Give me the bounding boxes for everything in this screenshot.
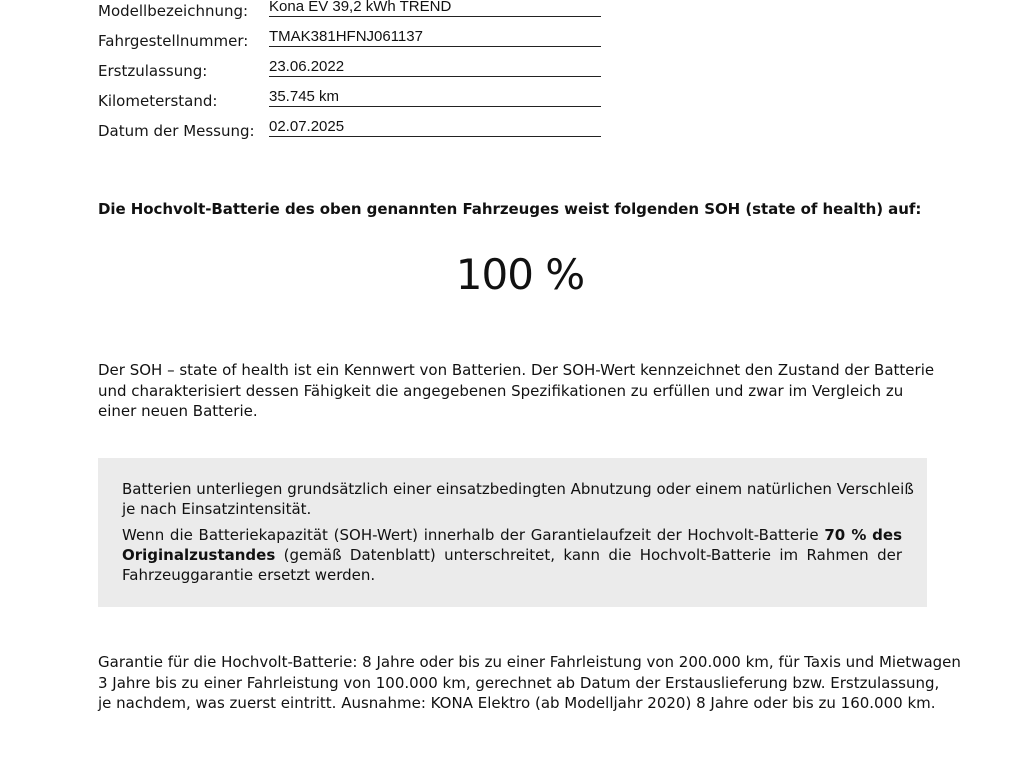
warranty-line: Garantie für die Hochvolt-Batterie: 8 Jahre oder bis zu einer Fahrleistung von 200.000 km, für Taxis und Mietwagen (98, 653, 961, 671)
field-label-measurement-date: Datum der Messung: (98, 122, 255, 140)
field-label-first-registration: Erstzulassung: (98, 62, 208, 80)
battery-info-box (98, 458, 927, 607)
field-mileage (98, 90, 618, 114)
info-line: Batterien unterliegen grundsätzlich einer einsatzbedingten Abnutzung oder einem natürlichen Verschleiß (122, 480, 914, 498)
info-line: je nach Einsatzintensität. (122, 500, 312, 518)
info-paragraph-threshold (122, 525, 902, 565)
soh-intro-text: Die Hochvolt-Batterie des oben genannten Fahrzeuges weist folgenden SOH (state of health) auf: (98, 200, 922, 218)
battery-info-text (122, 479, 914, 585)
warranty-text (98, 652, 961, 714)
field-value-vin: TMAK381HFNJ061137 (269, 28, 601, 47)
field-label-vin: Fahrgestellnummer: (98, 32, 249, 50)
explanation-line: und charakterisiert dessen Fähigkeit die angegebenen Spezifikationen zu erfüllen und zwar im Vergleich zu (98, 381, 904, 400)
explanation-line: einer neuen Batterie. (98, 402, 258, 420)
info-threshold-reference: des Originalzustandes (122, 526, 902, 564)
field-value-first-registration: 23.06.2022 (269, 58, 601, 77)
field-label-model: Modellbezeichnung: (98, 2, 249, 20)
explanation-line: Der SOH – state of health ist ein Kennwert von Batterien. Der SOH-Wert kennzeichnet den Zustand der Batterie (98, 361, 935, 379)
info-text: (gemäß Datenblatt) unterschreitet, kann die Hochvolt-Batterie im Rahmen der (275, 546, 902, 564)
field-measurement-date (98, 120, 618, 144)
field-vin (98, 30, 618, 54)
info-text: Wenn die Batteriekapazität (SOH-Wert) innerhalb der Garantielaufzeit der Hochvolt-Batterie (122, 526, 825, 544)
info-line: Fahrzeuggarantie ersetzt werden. (122, 566, 376, 584)
soh-explanation (98, 360, 935, 422)
soh-value: 100 % (455, 250, 585, 299)
field-label-mileage: Kilometerstand: (98, 92, 218, 110)
info-threshold-percent: 70 % (824, 526, 867, 544)
field-first-registration (98, 60, 618, 84)
field-value-measurement-date: 02.07.2025 (269, 118, 601, 137)
field-model (98, 0, 618, 24)
field-value-mileage: 35.745 km (269, 88, 601, 107)
warranty-line: je nachdem, was zuerst eintritt. Ausnahme: KONA Elektro (ab Modelljahr 2020) 8 Jahre oder bis zu 160.000 km. (98, 694, 936, 712)
field-value-model: Kona EV 39,2 kWh TREND (269, 0, 601, 17)
warranty-line: 3 Jahre bis zu einer Fahrleistung von 100.000 km, gerechnet ab Datum der Erstauslieferung bzw. Erstzulassung, (98, 673, 940, 692)
